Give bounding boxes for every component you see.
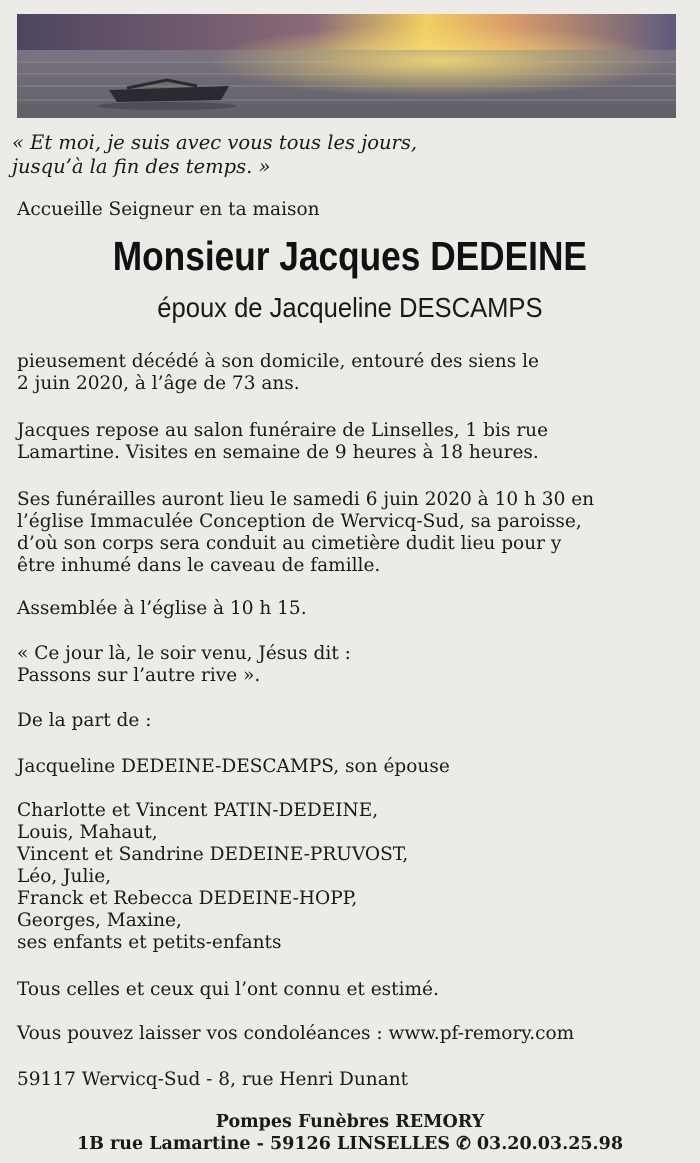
acquaintances-line: Tous celles et ceux qui l’ont connu et estimé.	[17, 979, 439, 1000]
intro-line: Accueille Seigneur en ta maison	[17, 199, 320, 220]
condolences-line: Vous pouvez laisser vos condoléances : www.pf-remory.com	[17, 1023, 575, 1044]
family-list: Charlotte et Vincent PATIN-DEDEINE, Louis, Mahaut, Vincent et Sandrine DEDEINE-PRUVOST, Léo, Julie, Franck et Rebecca DEDEINE-HOPP, Georges, Maxine, ses enfants et petits-enfants	[17, 800, 409, 953]
epigraph-quote: « Et moi, je suis avec vous tous les jours, jusqu’à la fin des temps. »	[12, 131, 418, 178]
from-label: De la part de :	[17, 710, 152, 731]
boat-sunset-icon	[17, 14, 676, 118]
assembly-paragraph: Assemblée à l’église à 10 h 15.	[17, 598, 307, 619]
widow-line: Jacqueline DEDEINE-DESCAMPS, son épouse	[17, 756, 450, 777]
deceased-name: Monsieur Jacques DEDEINE	[112, 233, 587, 279]
death-paragraph: pieusement décédé à son domicile, entouré des siens le 2 juin 2020, à l’âge de 73 ans.	[17, 351, 539, 394]
banner-photo	[17, 14, 676, 118]
address-line: 59117 Wervicq-Sud - 8, rue Henri Dunant	[17, 1069, 409, 1090]
scripture-quote: « Ce jour là, le soir venu, Jésus dit : Passons sur l’autre rive ».	[17, 643, 351, 686]
funeral-paragraph: Ses funérailles auront lieu le samedi 6 juin 2020 à 10 h 30 en l’église Immaculée Conception de Wervicq-Sud, sa paroisse, d’où son corps sera conduit au cimetière dudit lieu pour y être inhumé dans le caveau de famille.	[17, 489, 595, 576]
funeral-home-contact: 1B rue Lamartine - 59126 LINSELLES ✆ 03.20.03.25.98	[77, 1134, 623, 1154]
spouse-line: époux de Jacqueline DESCAMPS	[157, 292, 543, 323]
funeral-home-name: Pompes Funèbres REMORY	[215, 1112, 485, 1132]
rest-paragraph: Jacques repose au salon funéraire de Linselles, 1 bis rue Lamartine. Visites en semaine de 9 heures à 18 heures.	[17, 420, 549, 463]
